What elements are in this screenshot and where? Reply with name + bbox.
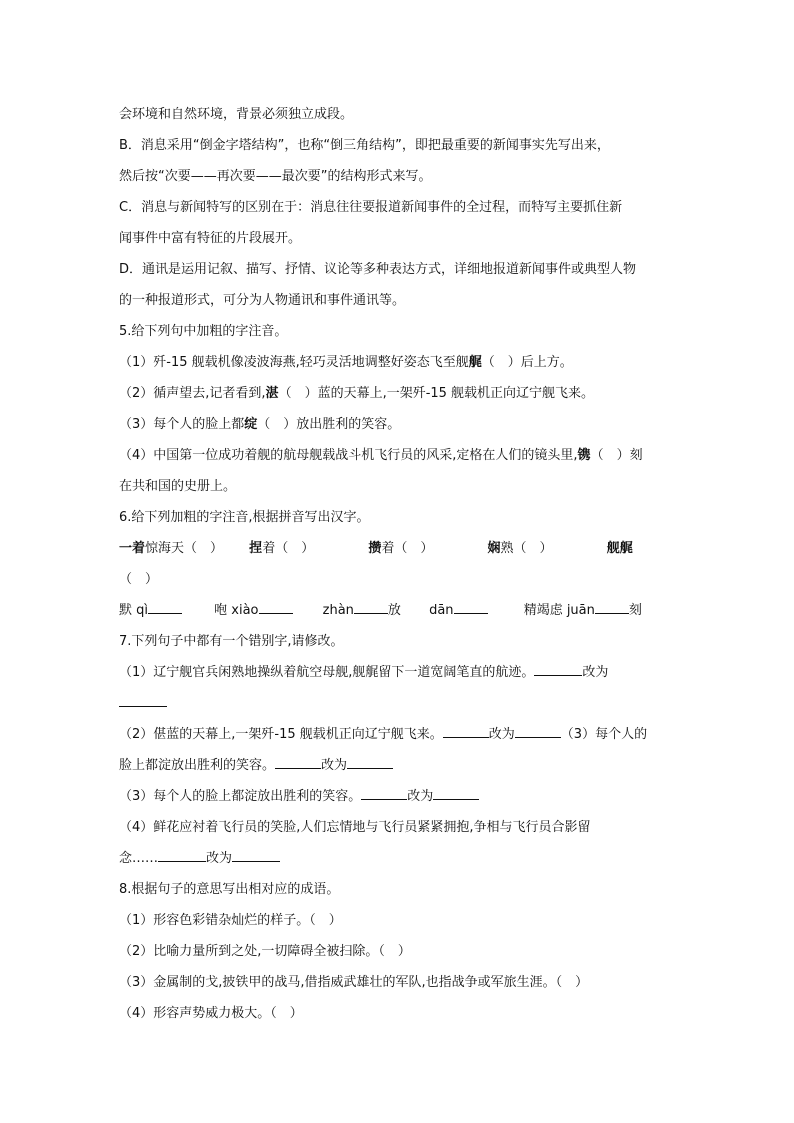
bold-word: 一着 xyxy=(119,541,146,556)
answer-blank[interactable] xyxy=(158,846,206,862)
answer-blank[interactable] xyxy=(595,598,629,614)
answer-blank[interactable] xyxy=(347,753,393,769)
question-5-item-4 xyxy=(119,440,679,471)
item-text: （ ）后上方。 xyxy=(481,355,573,370)
question-5-item-2 xyxy=(119,378,679,409)
change-label: 改为 xyxy=(407,789,434,804)
option-b-continuation: 然后按“次要——再次要——最次要”的结构形式来写。 xyxy=(119,169,432,184)
option-b: B．消息采用“倒金字塔结构”，也称“倒三角结构”，即把最重要的新闻事实先写出来， xyxy=(119,138,610,153)
answer-blank[interactable] xyxy=(515,722,561,738)
answer-blank[interactable] xyxy=(361,784,407,800)
pinyin-item: 精竭虑 juān xyxy=(523,603,595,618)
item-text: （3）每个人的脸上都 xyxy=(119,417,245,432)
question-8-item-1: （1）形容色彩错杂灿烂的样子。（ ） xyxy=(119,913,342,928)
pinyin-item: 默 qì xyxy=(119,603,148,618)
question-7-item-1 xyxy=(119,657,679,688)
question-8-item-3: （3）金属制的戈,披铁甲的战马,借指威武雄壮的军队,也指战争或军旅生涯。（ ） xyxy=(119,975,589,990)
page-content xyxy=(119,99,679,1029)
question-7-item-3 xyxy=(119,781,679,812)
answer-blank[interactable] xyxy=(232,846,280,862)
bold-word: 娴 xyxy=(487,541,501,556)
bold-char: 艉 xyxy=(468,355,482,370)
answer-blank[interactable] xyxy=(443,722,489,738)
pinyin-item: dān xyxy=(429,603,454,618)
word-text: 着（ ） xyxy=(381,541,434,556)
option-a-continuation: 会环境和自然环境，背景必须独立成段。 xyxy=(119,107,354,122)
item-text: （ ）蓝的天幕上,一架歼-15 舰载机正向辽宁舰飞来。 xyxy=(278,386,595,401)
question-7-item-4-continuation xyxy=(119,843,679,874)
question-7-item-1-continuation xyxy=(119,688,679,719)
question-5-item-4-continuation: 在共和国的史册上。 xyxy=(119,479,237,494)
option-c: C．消息与新闻特写的区别在于：消息往往要报道新闻事件的全过程，而特写主要抓住新 xyxy=(119,200,623,215)
item-text: 脸上都淀放出胜利的笑容。 xyxy=(119,758,276,773)
answer-blank[interactable] xyxy=(275,753,321,769)
answer-blank[interactable] xyxy=(534,660,582,676)
question-7-item-2 xyxy=(119,719,679,750)
pinyin-item: 咆 xiào xyxy=(214,603,259,618)
question-6-pinyin-row xyxy=(119,595,679,626)
question-7-item-4: （4）鲜花应衬着飞行员的笑脸,人们忘情地与飞行员紧紧拥抱,争相与飞行员合影留 xyxy=(119,820,591,835)
answer-blank[interactable] xyxy=(119,691,167,707)
answer-blank[interactable] xyxy=(354,598,388,614)
question-6-title: 6.给下列加粗的字注音,根据拼音写出汉字。 xyxy=(119,510,370,525)
pinyin-item: zhàn xyxy=(322,603,354,618)
word-text: 熟（ ） xyxy=(500,541,553,556)
option-c-continuation: 闻事件中富有特征的片段展开。 xyxy=(119,231,302,246)
question-5-title: 5.给下列句中加粗的字注音。 xyxy=(119,324,288,339)
bold-word: 捏 xyxy=(249,541,263,556)
word-text: 惊海天（ ） xyxy=(145,541,224,556)
item-text: （2）偡蓝的天幕上,一架歼-15 舰载机正向辽宁舰飞来。 xyxy=(119,727,443,742)
answer-blank[interactable] xyxy=(148,598,182,614)
answer-blank[interactable] xyxy=(454,598,488,614)
question-5-item-1 xyxy=(119,347,679,378)
question-6-words-row xyxy=(119,533,679,564)
question-7-title: 7.下列句子中都有一个错别字,请修改。 xyxy=(119,634,344,649)
item-text: （3）每个人的脸上都淀放出胜利的笑容。 xyxy=(119,789,362,804)
item-text: （ ）放出胜利的笑容。 xyxy=(257,417,401,432)
item-text: （3）每个人的 xyxy=(560,727,648,742)
answer-blank[interactable] xyxy=(259,598,293,614)
word-text: 着（ ） xyxy=(262,541,315,556)
question-8-item-2: （2）比喻力量所到之处,一切障碍全被扫除。（ ） xyxy=(119,944,411,959)
bold-word: 攒 xyxy=(368,541,382,556)
item-text: （4）中国第一位成功着舰的航母舰载战斗机飞行员的风采,定格在人们的镜头里, xyxy=(119,448,578,463)
bold-char: 绽 xyxy=(244,417,258,432)
question-8-title: 8.根据句子的意思写出相对应的成语。 xyxy=(119,882,340,897)
item-text: 念…… xyxy=(119,851,159,866)
option-d: D．通讯是运用记叙、描写、抒情、议论等多种表达方式，详细地报道新闻事件或典型人物 xyxy=(119,262,637,277)
option-d-continuation: 的一种报道形式，可分为人物通讯和事件通讯等。 xyxy=(119,293,406,308)
bold-char: 镌 xyxy=(577,448,591,463)
question-6-words-continuation: （ ） xyxy=(119,572,159,587)
question-8-item-4: （4）形容声势威力极大。（ ） xyxy=(119,1006,303,1021)
change-label: 改为 xyxy=(488,727,515,742)
item-text: （1）歼-15 舰载机像凌波海燕,轻巧灵活地调整好姿态飞至舰 xyxy=(119,355,469,370)
item-text: （ ）刻 xyxy=(590,448,643,463)
bold-word: 舰艉 xyxy=(606,541,633,556)
question-7-item-2-continuation xyxy=(119,750,679,781)
item-text: （2）循声望去,记者看到, xyxy=(119,386,266,401)
change-label: 改为 xyxy=(206,851,233,866)
question-5-item-3 xyxy=(119,409,679,440)
bold-char: 湛 xyxy=(265,386,279,401)
answer-blank[interactable] xyxy=(433,784,479,800)
change-label: 改为 xyxy=(582,665,609,680)
pinyin-item: 放 xyxy=(387,603,401,618)
change-label: 改为 xyxy=(321,758,348,773)
item-text: （1）辽宁舰官兵闲熟地操纵着航空母舰,舰艉留下一道宽阔笔直的航迹。 xyxy=(119,665,535,680)
pinyin-item: 刻 xyxy=(628,603,642,618)
